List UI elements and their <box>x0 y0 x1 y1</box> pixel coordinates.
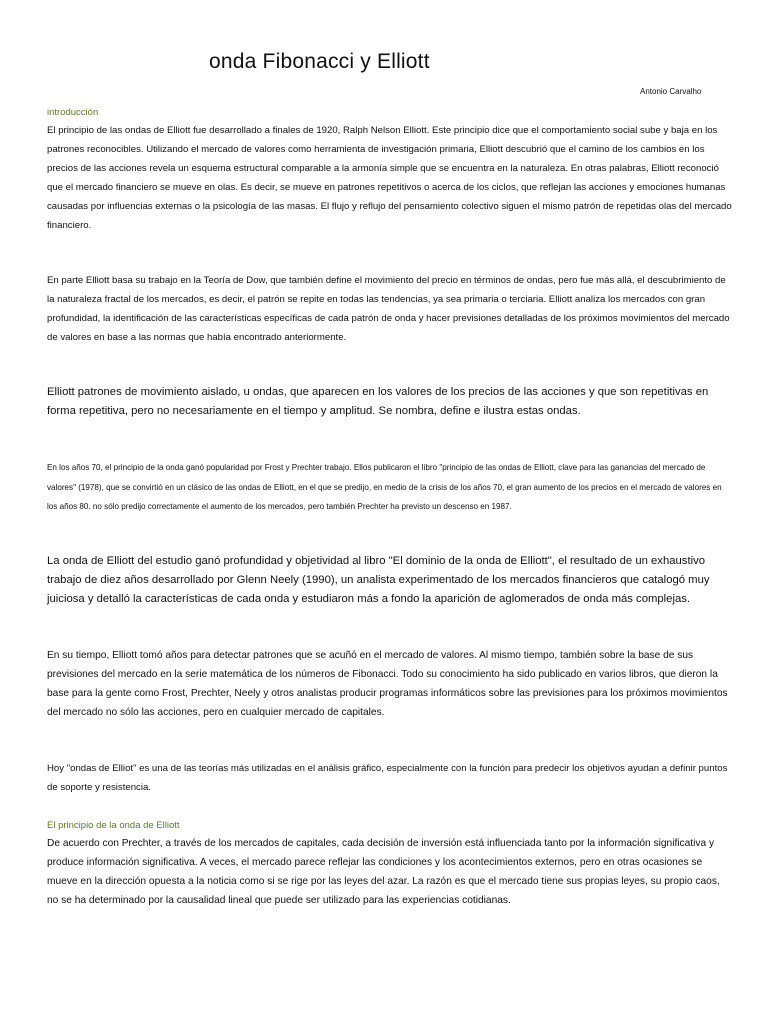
section-heading-principle: El principio de la onda de Elliott <box>47 820 180 831</box>
paragraph-8: De acuerdo con Prechter, a través de los mercados de capitales, cada decisión de inversión está influenciada tanto por la información significativa y produce información significativa. A veces, el mercado parece reflejar las condiciones y los acontecimientos externos, pero en otras ocasiones se mueve en la dirección opuesta a la noticia como si se rige por las leyes del azar. La razón es que el mercado tiene sus propias leyes, su propio caos, no se ha determinado por la causalidad lineal que puede ser utilizado para las experiencias cotidianas. <box>47 838 720 906</box>
paragraph-2: En parte Elliott basa su trabajo en la Teoría de Dow, que también define el movimiento del precio en términos de ondas, pero fue más allá, el descubrimiento de la naturaleza fractal de los mercados, es decir, el patrón se repite en todas las tendencias, ya sea primaria o terciaria. Elliott analiza los mercados con gran profundidad, la identificación de las características específicas de cada patrón de onda y hacer previsiones detalladas de los próximos movimientos del mercado de valores en base a las normas que había encontrado anteriormente. <box>47 275 730 343</box>
paragraph-3: Elliott patrones de movimiento aislado, u ondas, que aparecen en los valores de los precios de las acciones y que son repetitivas en forma repetitiva, pero no necesariamente en el tiempo y amplitud. Se nombra, define e ilustra estas ondas. <box>47 386 709 417</box>
document-title: onda Fibonacci y Elliott <box>209 50 430 73</box>
paragraph-6: En su tiempo, Elliott tomó años para detectar patrones que se acuñó en el mercado de valores. Al mismo tiempo, también sobre la base de sus previsiones del mercado en la serie matemática de los números de Fibonacci. Todo su conocimiento ha sido publicado en varios libros, que dieron la base para la gente como Frost, Prechter, Neely y otros analistas producir programas informáticos sobre las previsiones para los próximos movimientos del mercado no sólo las acciones, pero en cualquier mercado de capitales. <box>47 650 728 718</box>
paragraph-7: Hoy "ondas de Elliot" es una de las teorías más utilizadas en el análisis gráfico, especialmente con la función para predecir los objetivos ayudan a definir puntos de soporte y resistencia. <box>47 763 728 793</box>
author-name: Antonio Carvalho <box>640 87 702 96</box>
paragraph-4: En los años 70, el principio de la onda ganó popularidad por Frost y Prechter trabajo. Ellos publicaron el libro "principio de las ondas de Elliott, clave para las ganancias del mercado de valores" (1978), que se convirtió en un clásico de las ondas de Elliott, en el que se predijo, en medio de la crisis de los años 70, el gran aumento de los precios en el mercado de valores en los años 80. no sólo predijo correctamente el aumento de los mercados, pero también Prechter ha previsto un descenso en 1987. <box>47 463 722 511</box>
section-heading-introduction: introducción <box>47 107 99 118</box>
paragraph-5: La onda de Elliott del estudio ganó profundidad y objetividad al libro "El dominio de la onda de Elliott", el resultado de un exhaustivo trabajo de diez años desarrollado por Glenn Neely (1990), un analista experimentado de los mercados financieros que catalogó muy juiciosa y detalló la características de cada onda y estudiaron más a fondo la aparición de aglomerados de onda más complejas. <box>47 555 710 605</box>
paragraph-1: El principio de las ondas de Elliott fue desarrollado a finales de 1920, Ralph Nelson Elliott. Este principio dice que el comportamiento social sube y baja en los patrones reconocibles. Utilizando el mercado de valores como herramienta de investigación primaria, Elliott descubrió que el camino de los cambios en los precios de las acciones revela un esquema estructural comparable a la armonía simple que se encuentra en la naturaleza. En otras palabras, Elliott reconoció que el mercado financiero se mueve en olas. Es decir, se mueve en patrones repetitivos o acerca de los ciclos, que reflejan las acciones y emociones humanas causadas por influencias externas o la psicología de las masas. El flujo y reflujo del pensamiento colectivo siguen el mismo patrón de repetidas olas del mercado financiero. <box>47 125 732 231</box>
